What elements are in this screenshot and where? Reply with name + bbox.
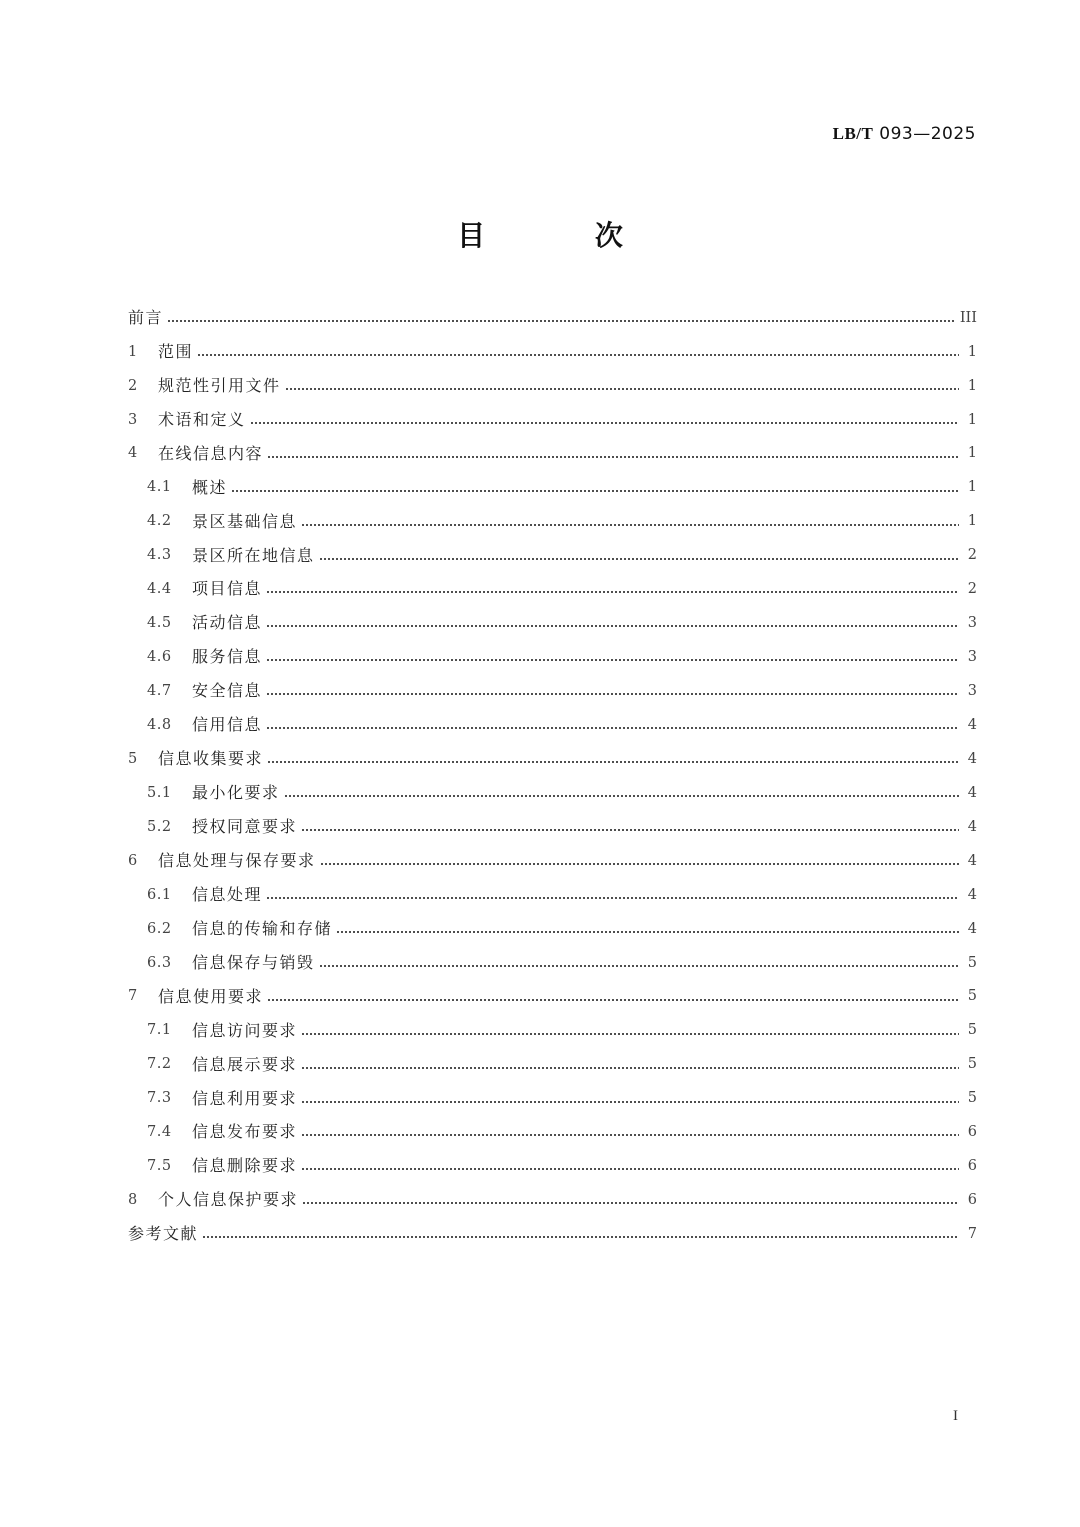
toc-entry-number: 5.1 <box>147 784 172 801</box>
toc-entry-number: 7.4 <box>147 1124 172 1141</box>
toc-entry-number: 4.8 <box>147 716 172 733</box>
toc-entry-page: 1 <box>967 411 977 428</box>
toc-entry-title: 授权同意要求 <box>192 817 298 837</box>
toc-dot-leader <box>301 1023 959 1039</box>
toc-entry[interactable] <box>128 1014 977 1048</box>
toc-entry[interactable] <box>128 1116 977 1150</box>
toc-dot-leader <box>267 446 959 462</box>
toc-entry-number: 7.5 <box>147 1158 172 1175</box>
toc-entry-title: 信息删除要求 <box>192 1156 298 1176</box>
toc-entry[interactable] <box>128 1149 977 1183</box>
toc-entry-page: 4 <box>967 818 977 835</box>
toc-entry-number: 7.1 <box>147 1022 172 1039</box>
toc-dot-leader <box>320 853 959 869</box>
toc-entry-number: 5.2 <box>147 818 172 835</box>
toc-entry[interactable] <box>128 878 977 912</box>
toc-entry-number: 4.2 <box>147 513 172 530</box>
toc-dot-leader <box>266 683 959 699</box>
toc-entry-title: 个人信息保护要求 <box>158 1190 299 1210</box>
toc-entry-title: 信息的传输和存储 <box>192 918 333 938</box>
toc-entry[interactable] <box>128 573 977 607</box>
toc-entry-number: 4 <box>128 445 138 462</box>
toc-entry-title: 范围 <box>158 341 194 361</box>
toc-entry-number: 6.2 <box>147 920 172 937</box>
toc-entry-number: 4.3 <box>147 547 172 564</box>
toc-entry-page: III <box>959 309 977 326</box>
toc-dot-leader <box>336 921 959 937</box>
toc-entry-title: 信息保存与销毁 <box>192 952 315 972</box>
toc-entry[interactable] <box>128 708 977 742</box>
toc-dot-leader <box>266 649 959 665</box>
toc-entry-page: 5 <box>967 1022 977 1039</box>
toc-entry-number: 3 <box>128 411 138 428</box>
toc-entry[interactable] <box>128 606 977 640</box>
toc-entry-title: 信息收集要求 <box>158 749 264 769</box>
toc-entry-page: 3 <box>967 615 977 632</box>
toc-entry-page: 3 <box>967 649 977 666</box>
toc-title: 目 次 <box>457 219 673 252</box>
toc-entry-page: 4 <box>967 750 977 767</box>
toc-entry[interactable] <box>128 776 977 810</box>
toc-entry-page: 6 <box>967 1158 977 1175</box>
toc-entry-title: 参考文献 <box>128 1224 199 1244</box>
toc-dot-leader <box>285 378 959 394</box>
toc-entry[interactable] <box>128 980 977 1014</box>
toc-dot-leader <box>267 989 959 1005</box>
toc-entry-title: 前言 <box>128 307 164 327</box>
toc-entry-number: 4.5 <box>147 615 172 632</box>
toc-dot-leader <box>266 717 959 733</box>
toc-dot-leader <box>319 955 959 971</box>
toc-entry[interactable] <box>128 674 977 708</box>
toc-dot-leader <box>266 615 959 631</box>
toc-entry-page: 5 <box>967 988 977 1005</box>
document-code-prefix: LB/T <box>832 124 874 143</box>
toc-entry[interactable] <box>128 539 977 573</box>
toc-dot-leader <box>250 412 959 428</box>
toc-entry[interactable] <box>128 437 977 471</box>
toc-entry-page: 5 <box>967 954 977 971</box>
page-number: I <box>953 1408 958 1424</box>
toc-entry[interactable] <box>128 471 977 505</box>
toc-entry[interactable] <box>128 640 977 674</box>
toc-entry-page: 7 <box>967 1226 977 1243</box>
toc-entry-title: 信息访问要求 <box>192 1020 298 1040</box>
toc-dot-leader <box>301 1057 959 1073</box>
toc-entry-title: 最小化要求 <box>192 783 280 803</box>
toc-entry[interactable] <box>128 1183 977 1217</box>
toc-entry[interactable] <box>128 403 977 437</box>
toc-dot-leader <box>301 1158 959 1174</box>
toc-entry[interactable] <box>128 1217 977 1251</box>
toc-dot-leader <box>284 785 959 801</box>
toc-dot-leader <box>231 480 959 496</box>
toc-entry-page: 2 <box>967 547 977 564</box>
document-code <box>833 124 976 144</box>
toc-entry-number: 4.4 <box>147 581 172 598</box>
toc-dot-leader <box>202 1226 959 1242</box>
toc-entry-page: 3 <box>967 683 977 700</box>
toc-entry[interactable] <box>128 301 977 335</box>
toc-dot-leader <box>267 751 959 767</box>
toc-dot-leader <box>266 887 959 903</box>
toc-dot-leader <box>197 344 959 360</box>
toc-entry-title: 服务信息 <box>192 647 263 667</box>
toc-entry-title: 信息处理与保存要求 <box>158 850 316 870</box>
toc-entry-title: 景区基础信息 <box>192 511 298 531</box>
toc-dot-leader <box>319 548 959 564</box>
toc-dot-leader <box>301 1124 959 1140</box>
toc-entry-page: 5 <box>967 1056 977 1073</box>
toc-dot-leader <box>301 819 959 835</box>
toc-entry-number: 6.3 <box>147 954 172 971</box>
toc-dot-leader <box>302 1192 959 1208</box>
toc-entry-title: 规范性引用文件 <box>158 375 281 395</box>
toc-dot-leader <box>266 581 959 597</box>
toc-entry-title: 项目信息 <box>192 579 263 599</box>
toc-entry-page: 6 <box>967 1192 977 1209</box>
toc-entry-title: 信息使用要求 <box>158 986 264 1006</box>
toc-entry-title: 景区所在地信息 <box>192 545 315 565</box>
toc-entry-page: 2 <box>967 581 977 598</box>
toc-entry-title: 在线信息内容 <box>158 443 264 463</box>
toc-entry-number: 4.7 <box>147 683 172 700</box>
toc-entry[interactable] <box>128 844 977 878</box>
toc-entry-title: 信息展示要求 <box>192 1054 298 1074</box>
toc-dot-leader <box>301 514 959 530</box>
toc-entry-title: 信息发布要求 <box>192 1122 298 1142</box>
toc-entry-number: 6 <box>128 852 138 869</box>
toc-entry[interactable] <box>128 335 977 369</box>
toc-entry-page: 4 <box>967 784 977 801</box>
toc-entry[interactable] <box>128 912 977 946</box>
document-code-number: 093—2025 <box>879 124 976 144</box>
toc-entry-number: 8 <box>128 1192 138 1209</box>
toc-entry[interactable] <box>128 810 977 844</box>
toc-entry-number: 4.6 <box>147 649 172 666</box>
toc-entry-page: 4 <box>967 886 977 903</box>
toc-entry-page: 5 <box>967 1090 977 1107</box>
table-of-contents <box>128 301 977 1251</box>
toc-entry-page: 4 <box>967 852 977 869</box>
toc-entry-page: 4 <box>967 920 977 937</box>
toc-entry-number: 2 <box>128 377 138 394</box>
toc-entry[interactable] <box>128 1048 977 1082</box>
toc-entry-number: 7.2 <box>147 1056 172 1073</box>
toc-entry-number: 7 <box>128 988 138 1005</box>
toc-entry-title: 信息处理 <box>192 884 263 904</box>
toc-entry-number: 5 <box>128 750 138 767</box>
toc-entry-title: 概述 <box>192 477 228 497</box>
toc-entry-page: 1 <box>967 343 977 360</box>
toc-entry-page: 4 <box>967 716 977 733</box>
toc-entry-number: 6.1 <box>147 886 172 903</box>
toc-entry-number: 4.1 <box>147 479 172 496</box>
toc-entry-page: 1 <box>967 513 977 530</box>
toc-entry[interactable] <box>128 505 977 539</box>
toc-entry-page: 1 <box>967 445 977 462</box>
toc-entry[interactable] <box>128 1082 977 1116</box>
toc-entry-number: 1 <box>128 343 138 360</box>
toc-entry-title: 信用信息 <box>192 715 263 735</box>
toc-entry[interactable] <box>128 946 977 980</box>
toc-entry[interactable] <box>128 369 977 403</box>
toc-entry-page: 1 <box>967 377 977 394</box>
toc-entry-title: 信息利用要求 <box>192 1088 298 1108</box>
toc-entry-title: 术语和定义 <box>158 409 246 429</box>
toc-dot-leader <box>167 310 954 326</box>
toc-entry-page: 6 <box>967 1124 977 1141</box>
toc-dot-leader <box>301 1091 959 1107</box>
toc-entry-number: 7.3 <box>147 1090 172 1107</box>
toc-entry-page: 1 <box>967 479 977 496</box>
toc-entry-title: 安全信息 <box>192 681 263 701</box>
toc-entry[interactable] <box>128 742 977 776</box>
toc-entry-title: 活动信息 <box>192 613 263 633</box>
